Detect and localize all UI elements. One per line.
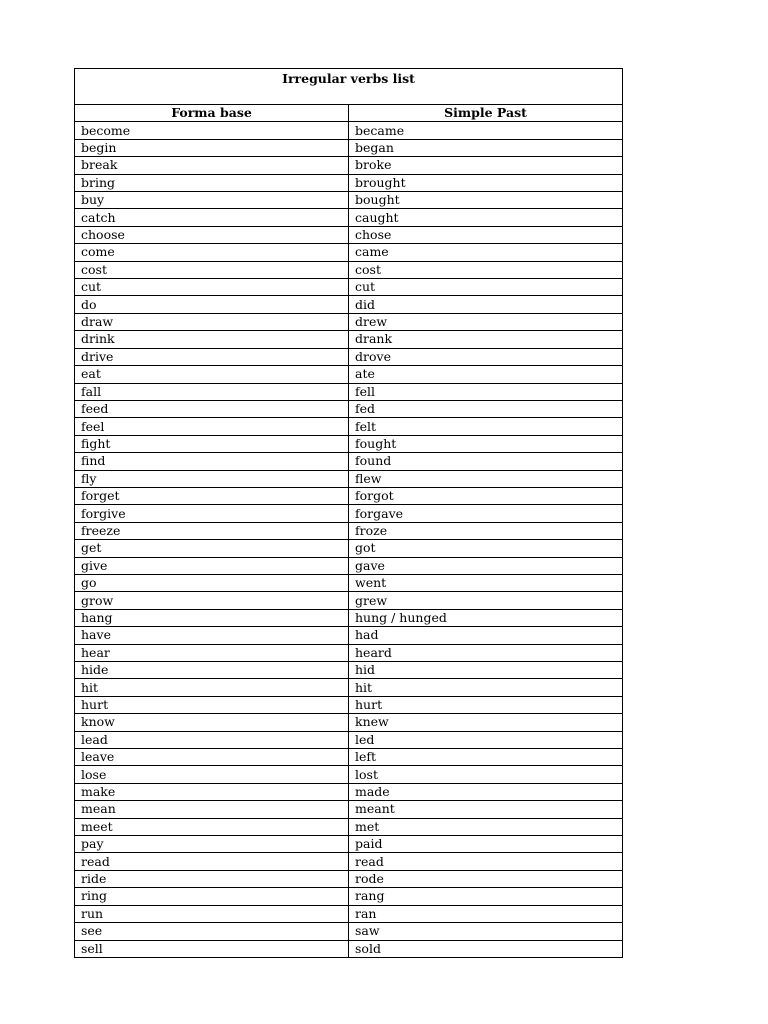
header-row xyxy=(75,105,623,122)
base-form-cell: hit xyxy=(75,679,349,696)
simple-past-cell: bought xyxy=(349,192,623,209)
base-form-cell: cut xyxy=(75,279,349,296)
irregular-verbs-table xyxy=(74,68,623,958)
simple-past-cell: rang xyxy=(349,888,623,905)
table-row xyxy=(75,453,623,470)
base-form-cell: draw xyxy=(75,313,349,330)
base-form-cell: drive xyxy=(75,348,349,365)
base-form-cell: ride xyxy=(75,870,349,887)
simple-past-cell: heard xyxy=(349,644,623,661)
simple-past-cell: meant xyxy=(349,801,623,818)
simple-past-cell: gave xyxy=(349,557,623,574)
table-row xyxy=(75,366,623,383)
base-form-cell: see xyxy=(75,923,349,940)
simple-past-cell: met xyxy=(349,818,623,835)
table-row xyxy=(75,383,623,400)
table-row xyxy=(75,157,623,174)
simple-past-cell: brought xyxy=(349,174,623,191)
table-row xyxy=(75,505,623,522)
simple-past-cell: chose xyxy=(349,226,623,243)
table-row xyxy=(75,470,623,487)
simple-past-cell: broke xyxy=(349,157,623,174)
simple-past-cell: rode xyxy=(349,870,623,887)
table-row xyxy=(75,313,623,330)
simple-past-cell: hid xyxy=(349,662,623,679)
table-row xyxy=(75,139,623,156)
base-form-cell: give xyxy=(75,557,349,574)
simple-past-cell: felt xyxy=(349,418,623,435)
simple-past-cell: caught xyxy=(349,209,623,226)
simple-past-cell: made xyxy=(349,783,623,800)
base-form-cell: know xyxy=(75,714,349,731)
simple-past-cell: got xyxy=(349,540,623,557)
table-row xyxy=(75,279,623,296)
simple-past-cell: fell xyxy=(349,383,623,400)
table-row xyxy=(75,296,623,313)
simple-past-cell: did xyxy=(349,296,623,313)
simple-past-cell: became xyxy=(349,122,623,139)
base-form-cell: freeze xyxy=(75,522,349,539)
simple-past-cell: froze xyxy=(349,522,623,539)
title-row xyxy=(75,69,623,105)
base-form-cell: ring xyxy=(75,888,349,905)
simple-past-cell: came xyxy=(349,244,623,261)
base-form-cell: hear xyxy=(75,644,349,661)
table-row xyxy=(75,244,623,261)
simple-past-cell: drank xyxy=(349,331,623,348)
table-row xyxy=(75,714,623,731)
table-row xyxy=(75,557,623,574)
base-form-cell: go xyxy=(75,574,349,591)
simple-past-cell: hurt xyxy=(349,696,623,713)
table-row xyxy=(75,540,623,557)
table-row xyxy=(75,435,623,452)
simple-past-cell: found xyxy=(349,453,623,470)
base-form-cell: read xyxy=(75,853,349,870)
base-form-cell: feed xyxy=(75,400,349,417)
header-forma-base: Forma base xyxy=(75,105,349,122)
simple-past-cell: left xyxy=(349,749,623,766)
simple-past-cell: drove xyxy=(349,348,623,365)
table-row xyxy=(75,853,623,870)
base-form-cell: lose xyxy=(75,766,349,783)
table-row xyxy=(75,331,623,348)
base-form-cell: choose xyxy=(75,226,349,243)
table-row xyxy=(75,696,623,713)
table-row xyxy=(75,923,623,940)
base-form-cell: mean xyxy=(75,801,349,818)
simple-past-cell: sold xyxy=(349,940,623,957)
base-form-cell: buy xyxy=(75,192,349,209)
table-row xyxy=(75,174,623,191)
base-form-cell: forget xyxy=(75,487,349,504)
table-row xyxy=(75,783,623,800)
table-row xyxy=(75,609,623,626)
simple-past-cell: fought xyxy=(349,435,623,452)
table-row xyxy=(75,487,623,504)
base-form-cell: drink xyxy=(75,331,349,348)
simple-past-cell: grew xyxy=(349,592,623,609)
simple-past-cell: flew xyxy=(349,470,623,487)
simple-past-cell: knew xyxy=(349,714,623,731)
table-row xyxy=(75,662,623,679)
base-form-cell: become xyxy=(75,122,349,139)
table-row xyxy=(75,418,623,435)
simple-past-cell: led xyxy=(349,731,623,748)
table-row xyxy=(75,209,623,226)
table-row xyxy=(75,592,623,609)
simple-past-cell: forgave xyxy=(349,505,623,522)
table-row xyxy=(75,679,623,696)
table-row xyxy=(75,627,623,644)
simple-past-cell: saw xyxy=(349,923,623,940)
simple-past-cell: ate xyxy=(349,366,623,383)
table-row xyxy=(75,348,623,365)
table-title: Irregular verbs list xyxy=(75,69,623,105)
table-row xyxy=(75,818,623,835)
table-row xyxy=(75,261,623,278)
table-row xyxy=(75,574,623,591)
base-form-cell: do xyxy=(75,296,349,313)
base-form-cell: hang xyxy=(75,609,349,626)
base-form-cell: have xyxy=(75,627,349,644)
base-form-cell: hurt xyxy=(75,696,349,713)
simple-past-cell: hit xyxy=(349,679,623,696)
table-row xyxy=(75,766,623,783)
simple-past-cell: had xyxy=(349,627,623,644)
simple-past-cell: drew xyxy=(349,313,623,330)
table-row xyxy=(75,888,623,905)
table-row xyxy=(75,122,623,139)
table-row xyxy=(75,226,623,243)
simple-past-cell: cost xyxy=(349,261,623,278)
base-form-cell: fall xyxy=(75,383,349,400)
simple-past-cell: went xyxy=(349,574,623,591)
base-form-cell: meet xyxy=(75,818,349,835)
simple-past-cell: paid xyxy=(349,836,623,853)
table-row xyxy=(75,836,623,853)
base-form-cell: catch xyxy=(75,209,349,226)
base-form-cell: sell xyxy=(75,940,349,957)
base-form-cell: cost xyxy=(75,261,349,278)
base-form-cell: begin xyxy=(75,139,349,156)
base-form-cell: come xyxy=(75,244,349,261)
base-form-cell: break xyxy=(75,157,349,174)
base-form-cell: leave xyxy=(75,749,349,766)
table-row xyxy=(75,870,623,887)
base-form-cell: run xyxy=(75,905,349,922)
table-row xyxy=(75,522,623,539)
table-row xyxy=(75,749,623,766)
table-row xyxy=(75,192,623,209)
table-row xyxy=(75,905,623,922)
table-body xyxy=(75,122,623,958)
base-form-cell: lead xyxy=(75,731,349,748)
simple-past-cell: ran xyxy=(349,905,623,922)
table-row xyxy=(75,940,623,957)
base-form-cell: forgive xyxy=(75,505,349,522)
simple-past-cell: read xyxy=(349,853,623,870)
table-row xyxy=(75,644,623,661)
base-form-cell: get xyxy=(75,540,349,557)
table-row xyxy=(75,801,623,818)
simple-past-cell: lost xyxy=(349,766,623,783)
base-form-cell: fly xyxy=(75,470,349,487)
base-form-cell: grow xyxy=(75,592,349,609)
table-row xyxy=(75,731,623,748)
base-form-cell: hide xyxy=(75,662,349,679)
simple-past-cell: cut xyxy=(349,279,623,296)
simple-past-cell: fed xyxy=(349,400,623,417)
base-form-cell: make xyxy=(75,783,349,800)
table-row xyxy=(75,400,623,417)
base-form-cell: pay xyxy=(75,836,349,853)
base-form-cell: bring xyxy=(75,174,349,191)
base-form-cell: fight xyxy=(75,435,349,452)
simple-past-cell: began xyxy=(349,139,623,156)
base-form-cell: find xyxy=(75,453,349,470)
header-simple-past: Simple Past xyxy=(349,105,623,122)
base-form-cell: eat xyxy=(75,366,349,383)
base-form-cell: feel xyxy=(75,418,349,435)
simple-past-cell: forgot xyxy=(349,487,623,504)
simple-past-cell: hung / hunged xyxy=(349,609,623,626)
